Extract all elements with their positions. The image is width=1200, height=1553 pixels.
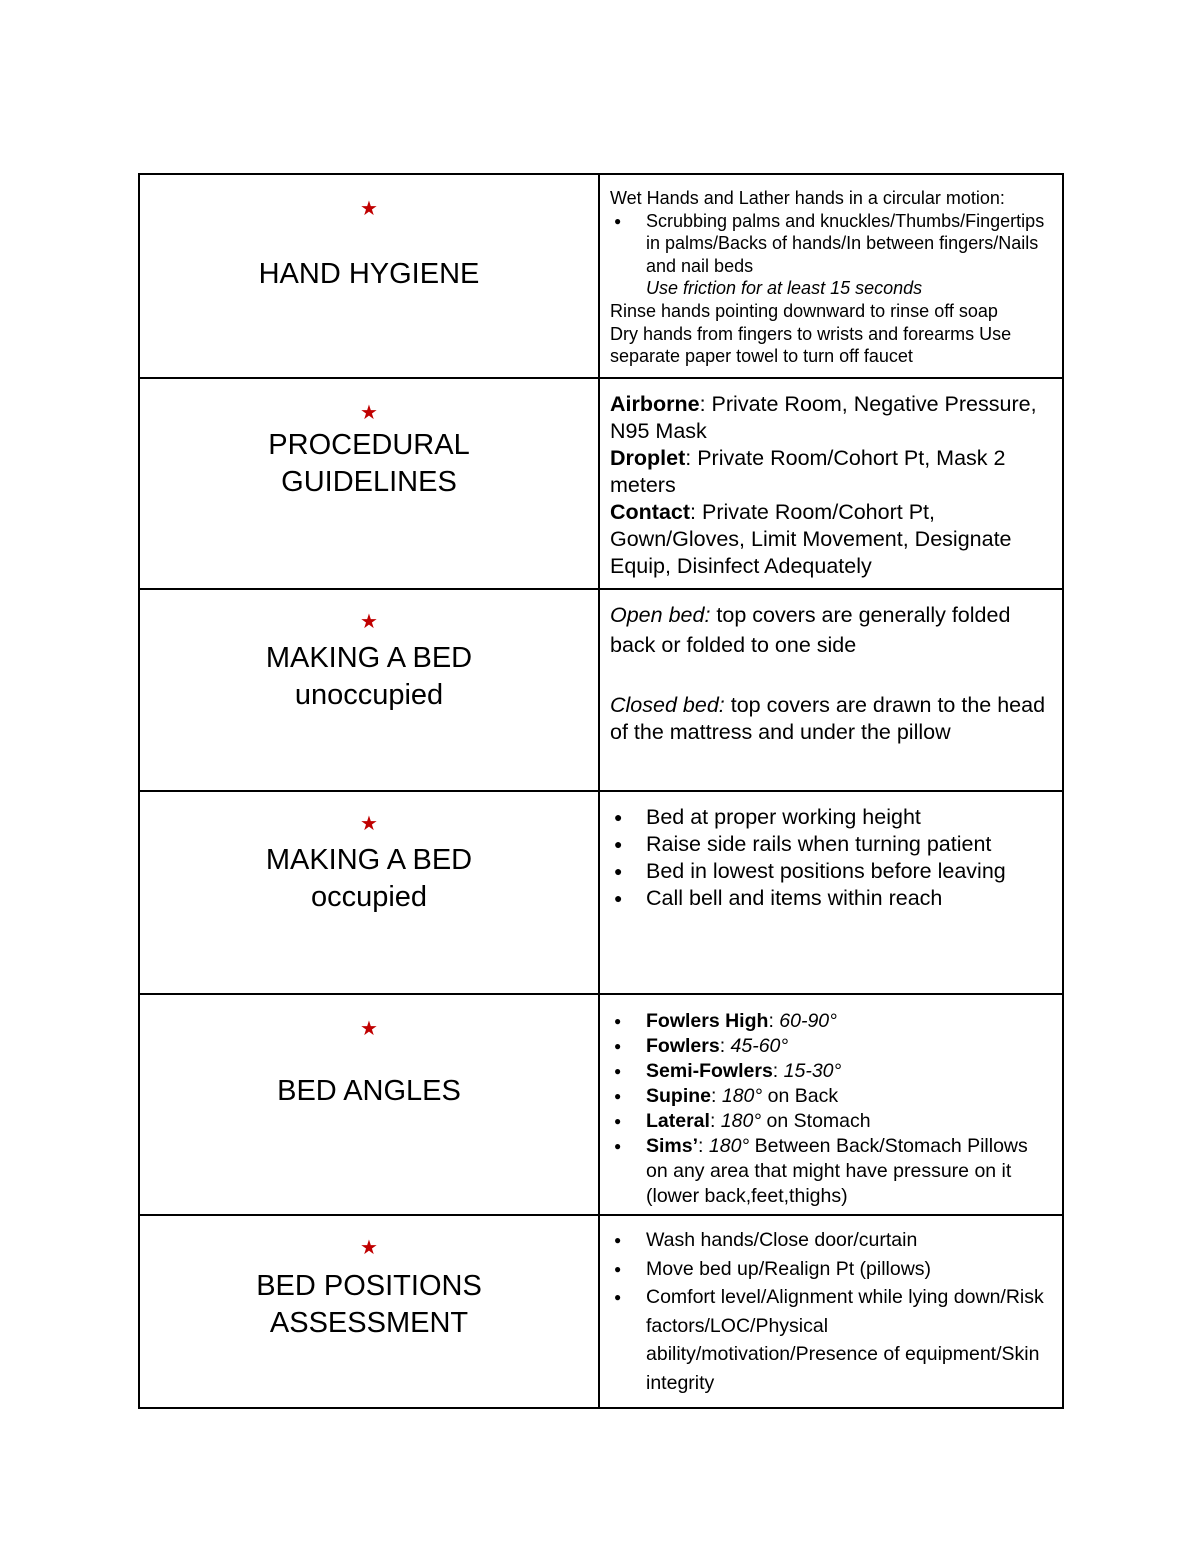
term-title: MAKING A BED [265,642,473,674]
star-icon: ★ [360,198,378,220]
star-icon: ★ [360,813,378,835]
definition-bullets [610,1226,1052,1397]
star-icon: ★ [360,1237,378,1259]
list-item: ● Wash hands/Close door/curtain [610,1226,1052,1255]
star-icon: ★ [360,1018,378,1040]
list-item: ● Move bed up/Realign Pt (pillows) [610,1255,1052,1284]
definition-line: Rinse hands pointing downward to rinse off soap [610,300,998,321]
definition-cell [599,589,1063,791]
definition-cell [599,1215,1063,1408]
definition-line: Dry hands from fingers to wrists and forearms Use separate paper towel to turn off faucet [610,323,1012,367]
precaution-droplet: Droplet: Private Room/Cohort Pt, Mask 2 meters [610,446,1006,497]
definition-bullets [610,210,1052,300]
card-row-bed-angles [139,994,1063,1215]
definition-intro: Wet Hands and Lather hands in a circular motion: [610,188,1005,208]
term-subtitle: occupied [310,881,428,913]
term-cell [139,1215,599,1408]
term-cell [139,378,599,589]
precaution-contact: Contact: Private Room/Cohort Pt, Gown/Gloves, Limit Movement, Designate Equip, Disinfect Adequately [610,500,1012,578]
term-title: HAND HYGIENE [258,258,480,290]
definition-cell [599,174,1063,378]
card-row-making-bed-unoccupied [139,589,1063,791]
list-item: ● Bed at proper working height [610,804,1052,831]
term-title: MAKING A BED [265,844,473,876]
term-cell [139,589,599,791]
list-item: ● Comfort level/Alignment while lying down/Risk factors/LOC/Physical ability/motivation/Presence of equipment/Skin integrity [610,1283,1052,1397]
list-item: ● Raise side rails when turning patient [610,831,1052,858]
angle-item: ● Lateral: 180° on Stomach [610,1109,1052,1134]
card-row-hand-hygiene [139,174,1063,378]
star-icon: ★ [360,611,378,633]
angle-item: ● Fowlers High: 60-90° [610,1009,1052,1034]
term-title: BED POSITIONS ASSESSMENT [256,1270,482,1339]
term-title: BED ANGLES [277,1075,461,1107]
term-title: PROCEDURAL GUIDELINES [268,429,470,498]
definition-cell [599,791,1063,994]
flashcard-table [138,173,1064,1409]
bullet-note: Use friction for at least 15 seconds [646,278,923,299]
angle-list [610,1009,1052,1209]
term-cell [139,174,599,378]
card-row-procedural-guidelines [139,378,1063,589]
angle-item: ● Semi-Fowlers: 15-30° [610,1059,1052,1084]
star-icon: ★ [360,402,378,424]
definition-cell [599,994,1063,1215]
precaution-airborne: Airborne: Private Room, Negative Pressure, N95 Mask [610,392,1037,443]
closed-bed-definition: Closed bed: top covers are drawn to the head of the mattress and under the pillow [610,693,1046,744]
angle-item: ● Supine: 180° on Back [610,1084,1052,1109]
list-item: ● Scrubbing palms and knuckles/Thumbs/Fingertips in palms/Backs of hands/In between fingers/Nails and nail beds Use friction for at least 15 seconds [610,210,1052,300]
list-item: ● Call bell and items within reach [610,885,1052,912]
term-subtitle: unoccupied [294,679,444,711]
card-row-bed-positions-assessment [139,1215,1063,1408]
definition-bullets [610,804,1052,912]
open-bed-definition: Open bed: top covers are generally folded back or folded to one side [610,603,1011,657]
angle-item: ● Sims’: 180° Between Back/Stomach Pillows on any area that might have pressure on it (lower back,feet,thighs) [610,1134,1052,1209]
term-cell [139,994,599,1215]
term-cell [139,791,599,994]
definition-cell [599,378,1063,589]
angle-item: ● Fowlers: 45-60° [610,1034,1052,1059]
list-item: ● Bed in lowest positions before leaving [610,858,1052,885]
card-row-making-bed-occupied [139,791,1063,994]
